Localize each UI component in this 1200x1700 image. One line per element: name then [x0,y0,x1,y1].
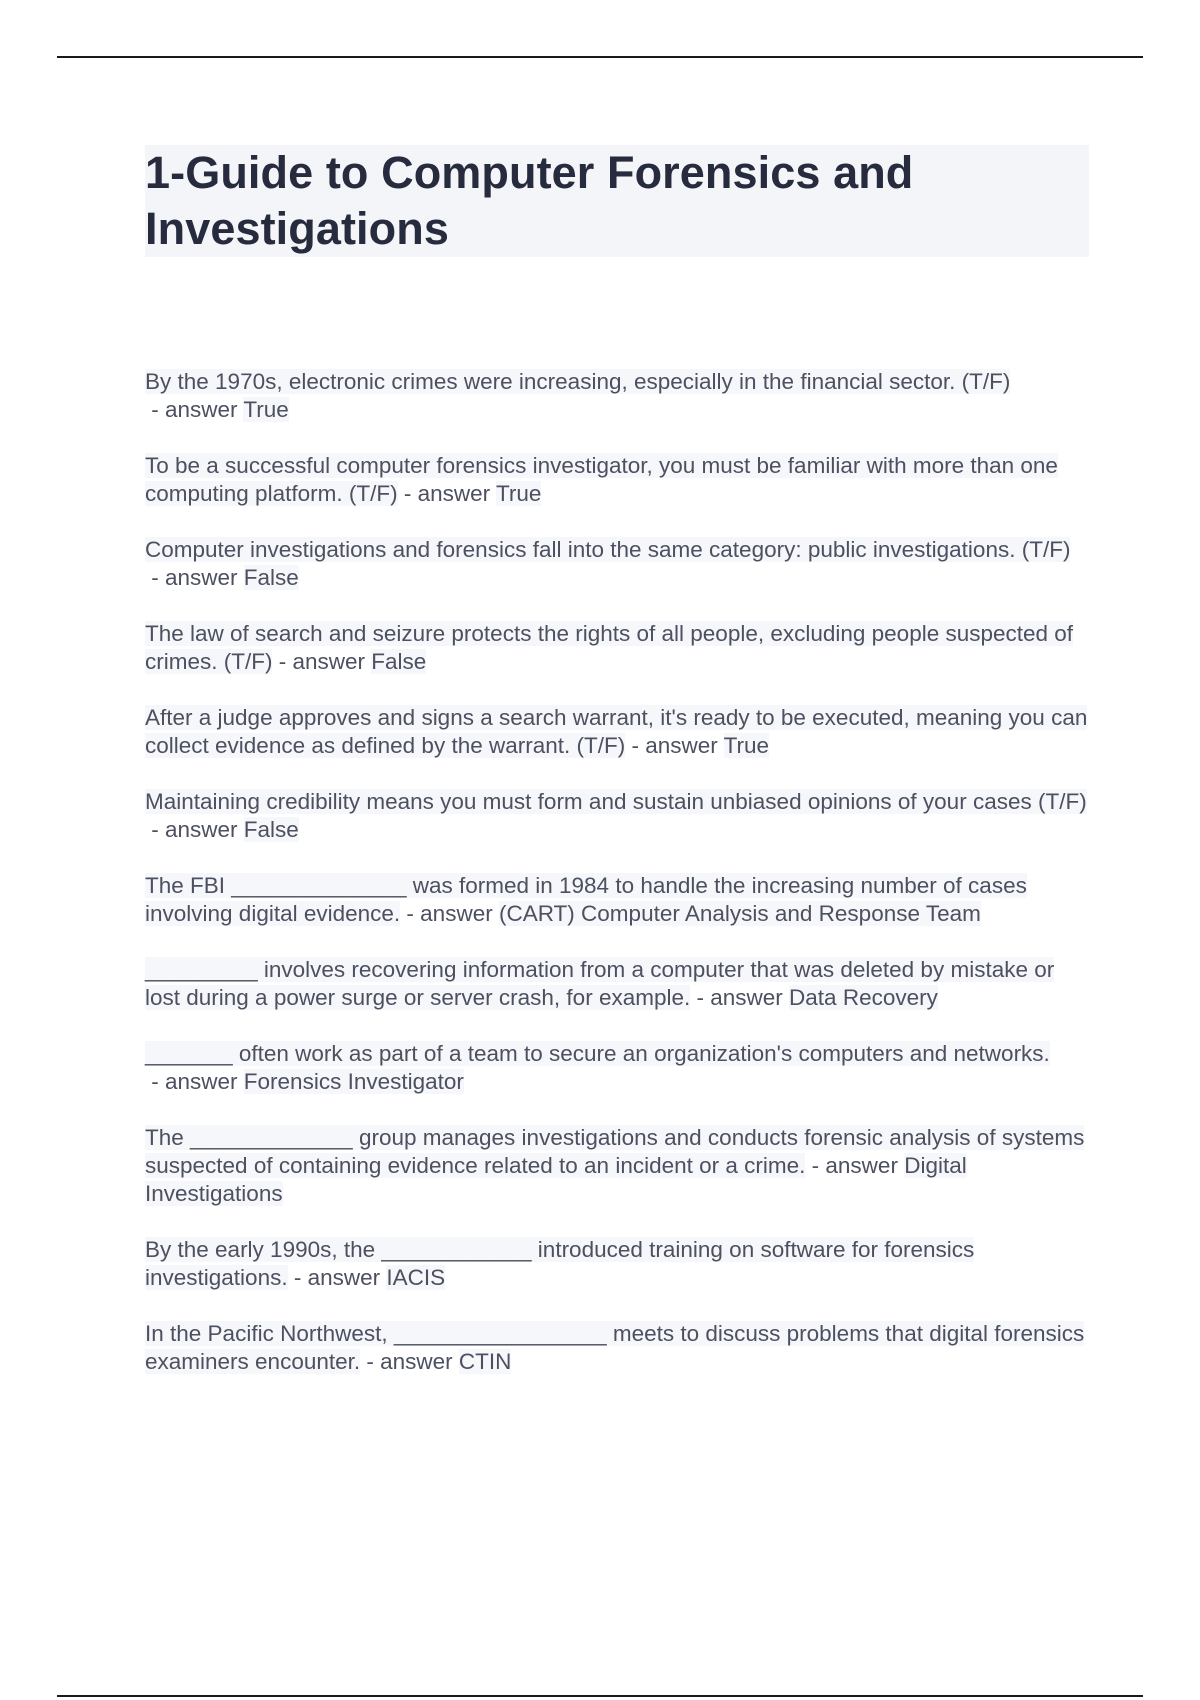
bottom-rule [57,1695,1143,1697]
answer-separator: - answer [360,1349,453,1374]
answer-text: True [495,481,542,506]
question-text: To be a successful computer forensics investigator, you must be familiar with more than one computing platform. (T/F) [145,453,1058,506]
qa-item [145,452,1095,508]
answer-text: IACIS [386,1265,446,1290]
answer-separator: - answer [145,397,238,422]
answer-text: Digital Investigations [145,1153,967,1206]
answer-text: (CART) Computer Analysis and Response Team [498,901,981,926]
answer-separator: - answer [400,901,493,926]
qa-item [145,1236,1095,1292]
qa-item [145,872,1095,928]
question-text: In the Pacific Northwest, _________________ meets to discuss problems that digital forensics examiners encounter. [145,1321,1085,1374]
answer-separator: - answer [145,817,238,842]
question-text: The law of search and seizure protects the rights of all people, excluding people suspected of crimes. (T/F) [145,621,1074,674]
answer-text: False [371,649,427,674]
title-block [145,145,1089,257]
page-title: 1-Guide to Computer Forensics and Investigations [145,147,914,254]
answer-text: True [723,733,770,758]
qa-item [145,620,1095,676]
answer-separator: - answer [145,1069,238,1094]
question-text: _______ often work as part of a team to secure an organization's computers and networks. [145,1041,1050,1066]
answer-text: Data Recovery [789,985,938,1010]
question-text: By the early 1990s, the ____________ introduced training on software for forensics investigations. [145,1237,975,1290]
answer-text: Forensics Investigator [243,1069,464,1094]
top-rule [57,56,1143,58]
qa-item [145,536,1095,592]
qa-item [145,1040,1095,1096]
question-text: The _____________ group manages investigations and conducts forensic analysis of systems suspected of containing evidence related to an incident or a crime. [145,1125,1085,1178]
qa-item [145,368,1095,424]
question-text: Maintaining credibility means you must form and sustain unbiased opinions of your cases (T/F) [145,789,1087,814]
question-text: _________ involves recovering information from a computer that was deleted by mistake or lost during a power surge or server crash, for example. [145,957,1055,1010]
qa-item [145,1320,1095,1376]
question-text: After a judge approves and signs a search warrant, it's ready to be executed, meaning you can collect evidence as defined by the warrant. (T/F) [145,705,1088,758]
qa-item [145,704,1095,760]
qa-item [145,788,1095,844]
answer-separator: - answer [805,1153,898,1178]
answer-separator: - answer [145,565,238,590]
answer-text: False [243,565,299,590]
qa-item [145,1124,1095,1208]
question-text: Computer investigations and forensics fall into the same category: public investigations. (T/F) [145,537,1071,562]
qa-item [145,956,1095,1012]
answer-text: CTIN [458,1349,512,1374]
question-text: By the 1970s, electronic crimes were increasing, especially in the financial sector. (T/F) [145,369,1011,394]
answer-separator: - answer [397,481,491,506]
answer-text: True [243,397,289,422]
qa-list [145,368,1095,1404]
question-text: The FBI ______________ was formed in 1984 to handle the increasing number of cases involving digital evidence. [145,873,1027,926]
answer-separator: - answer [625,733,718,758]
answer-separator: - answer [272,649,366,674]
answer-separator: - answer [287,1265,381,1290]
answer-separator: - answer [690,985,783,1010]
answer-text: False [243,817,299,842]
